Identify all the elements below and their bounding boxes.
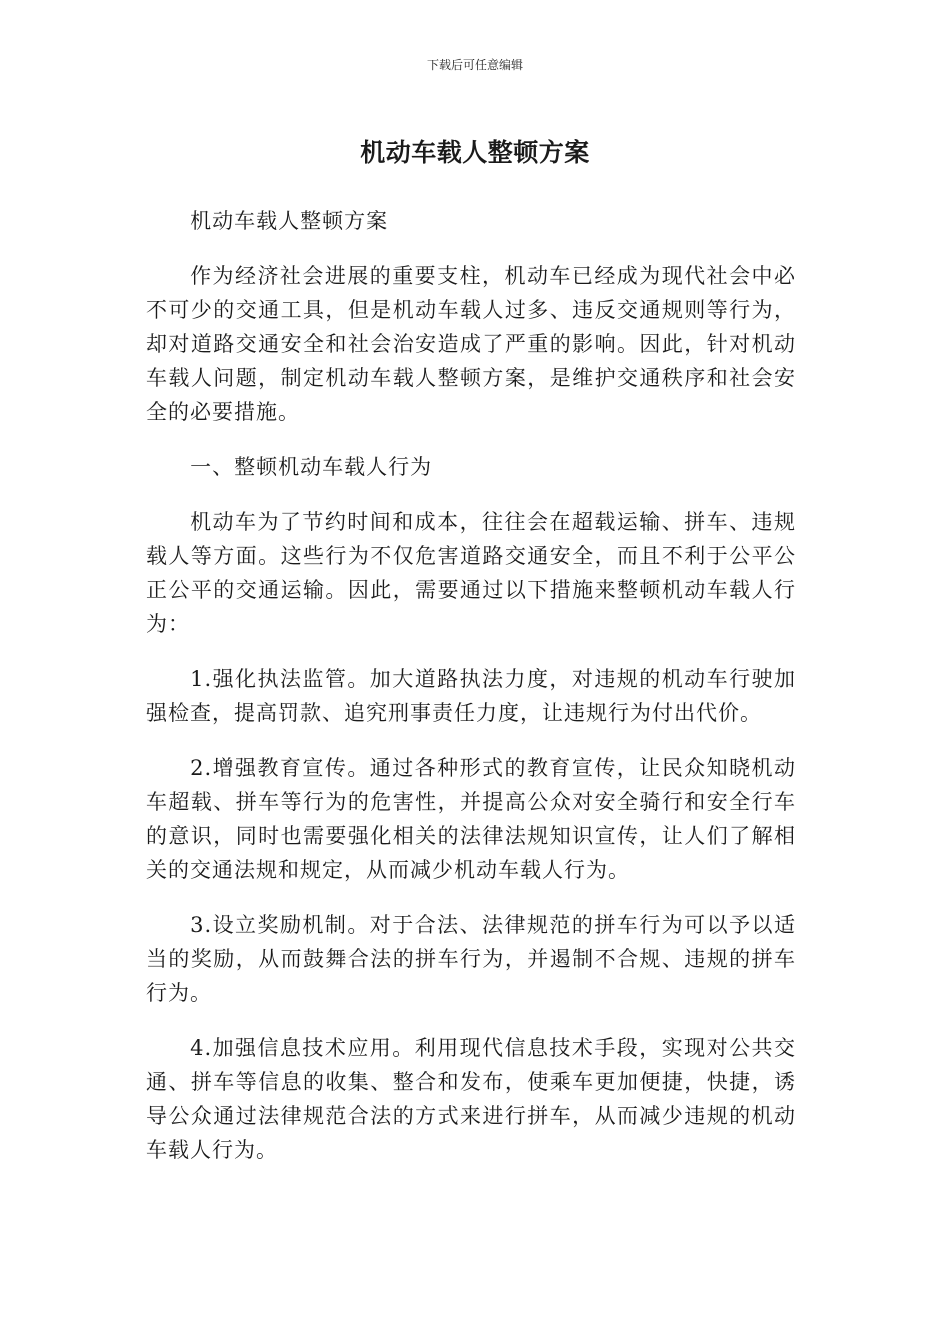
intro-paragraph: 作为经济社会进展的重要支柱，机动车已经成为现代社会中必不可少的交通工具，但是机动车载人过多、违反交通规则等行为，却对道路交通安全和社会治安造成了严重的影响。因此，针对机动车载人问题，制定机动车载人整顿方案，是维护交通秩序和社会安全的必要措施。 [146, 264, 796, 424]
measure-item-1: 1.强化执法监管。加大道路执法力度，对违规的机动车行驶加强检查，提高罚款、追究刑事责任力度，让违规行为付出代价。 [146, 667, 796, 725]
measure-item-3: 3.设立奖励机制。对于合法、法律规范的拼车行为可以予以适当的奖励，从而鼓舞合法的拼车行为，并遏制不合规、违规的拼车行为。 [146, 913, 796, 1005]
section-intro-paragraph: 机动车为了节约时间和成本，往往会在超载运输、拼车、违规载人等方面。这些行为不仅危害道路交通安全，而且不利于公平公正公平的交通运输。因此，需要通过以下措施来整顿机动车载人行为： [146, 510, 796, 636]
measure-item-2: 2.增强教育宣传。通过各种形式的教育宣传，让民众知晓机动车超载、拼车等行为的危害性，并提高公众对安全骑行和安全行车的意识，同时也需要强化相关的法律法规知识宣传，让人们了解相关的交通法规和规定，从而减少机动车载人行为。 [146, 756, 796, 882]
document-title: 机动车载人整顿方案 [360, 138, 590, 167]
measure-item-4: 4.加强信息技术应用。利用现代信息技术手段，实现对公共交通、拼车等信息的收集、整合和发布，使乘车更加便捷，快捷，诱导公众通过法律规范合法的方式来进行拼车，从而减少违规的机动车载人行为。 [146, 1036, 796, 1162]
header-note: 下载后可任意编辑 [426, 58, 523, 72]
subtitle-paragraph: 机动车载人整顿方案 [190, 209, 389, 233]
document-body [146, 204, 796, 1188]
section-heading: 一、整顿机动车载人行为 [190, 455, 433, 479]
